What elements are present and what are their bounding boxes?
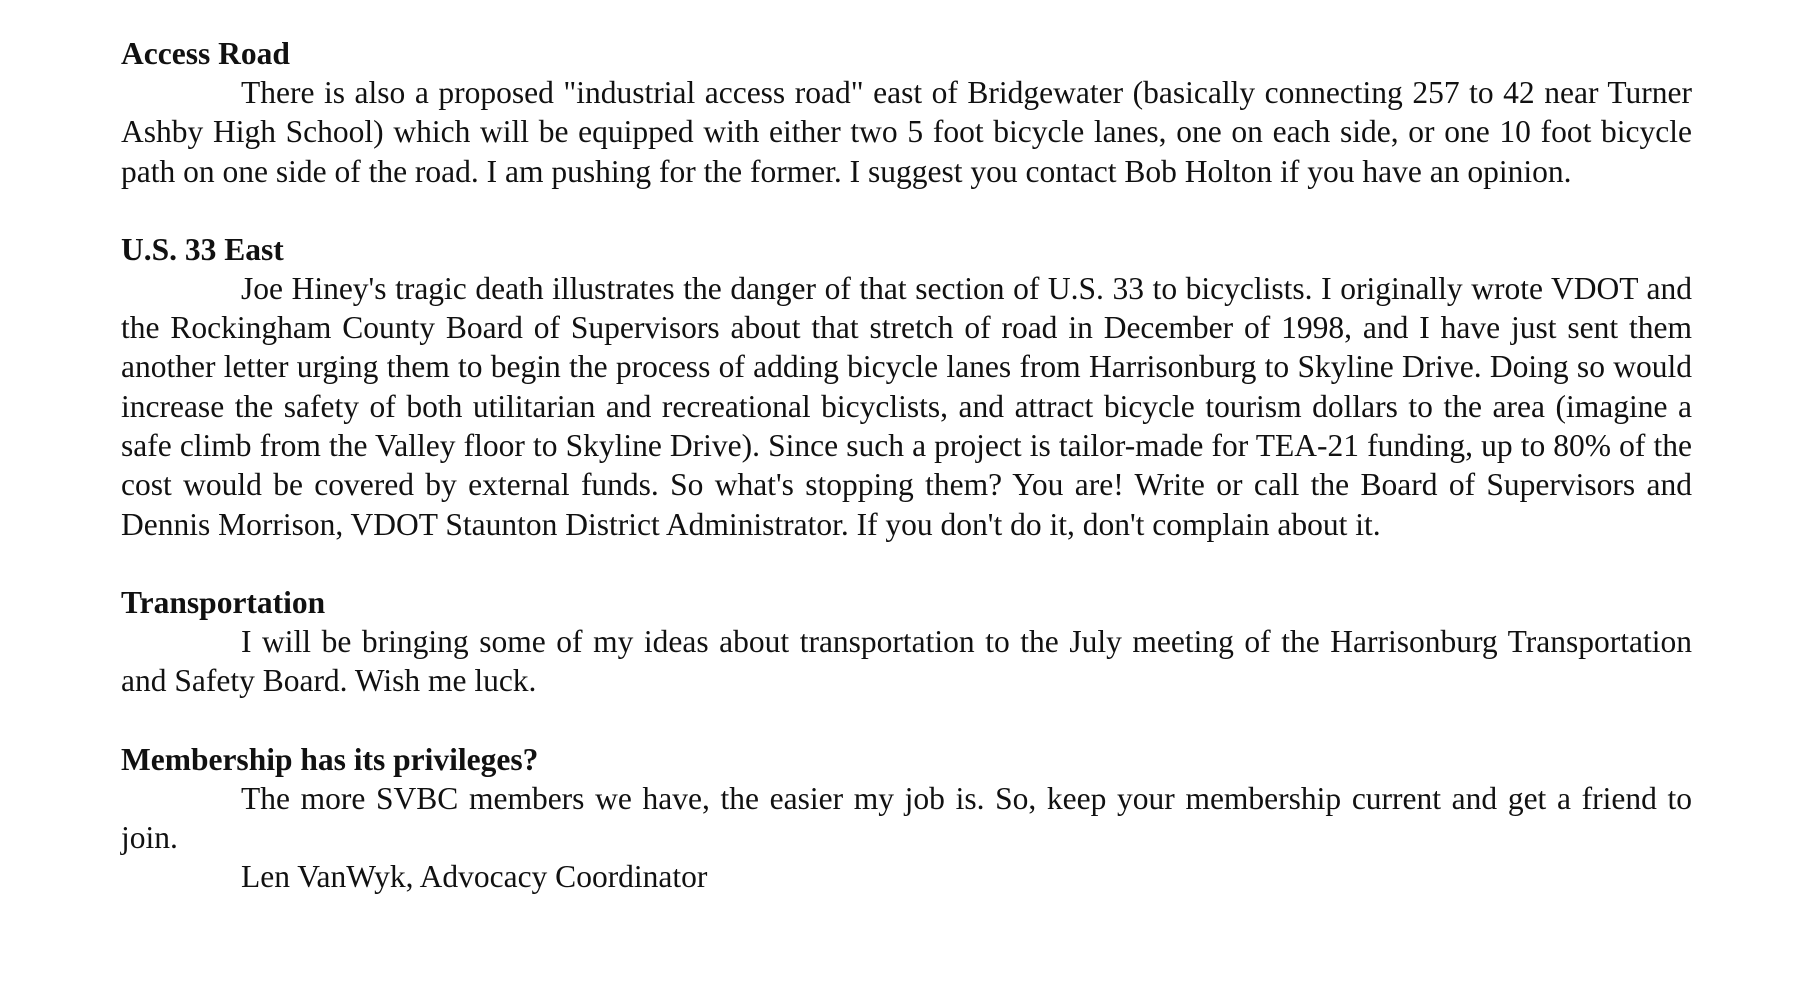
section-body: The more SVBC members we have, the easier my job is. So, keep your membership current and get a friend to join. bbox=[121, 780, 1692, 855]
section-heading: U.S. 33 East bbox=[121, 231, 284, 267]
section-access-road bbox=[121, 34, 1692, 191]
section-heading: Transportation bbox=[121, 584, 326, 620]
section-membership bbox=[121, 740, 1692, 897]
section-transportation bbox=[121, 583, 1692, 701]
document-page bbox=[121, 34, 1692, 896]
section-body: There is also a proposed "industrial access road" east of Bridgewater (basically connecting 257 to 42 near Turner Ashby High School) which will be equipped with either two 5 foot bicycle lanes, one on each side, or one 10 foot bicycle path on one side of the road. I am pushing for the former. I suggest you contact Bob Holton if you have an opinion. bbox=[121, 75, 1692, 189]
section-heading: Membership has its privileges? bbox=[121, 741, 539, 777]
section-heading: Access Road bbox=[121, 36, 290, 71]
section-us33-east bbox=[121, 230, 1692, 544]
section-body: I will be bringing some of my ideas about transportation to the July meeting of the Harrisonburg Transportation and Safety Board. Wish me luck. bbox=[121, 623, 1692, 699]
signature: Len VanWyk, Advocacy Coordinator bbox=[241, 859, 708, 895]
section-body: Joe Hiney's tragic death illustrates the danger of that section of U.S. 33 to bicyclists. I originally wrote VDOT and the Rockingham County Board of Supervisors about that stretch of road in December of 1998, and I have just sent them another letter urging them to begin the process of adding bicycle lanes from Harrisonburg to Skyline Drive. Doing so would increase the safety of both utilitarian and recreational bicyclists, and attract bicycle tourism dollars to the area (imagine a safe climb from the Valley floor to Skyline Drive). Since such a project is tailor-made for TEA-21 funding, up to 80% of the cost would be covered by external funds. So what's stopping them? You are! Write or call the Board of Supervisors and Dennis Morrison, VDOT Staunton District Administrator. If you don't do it, don't complain about it. bbox=[121, 270, 1692, 542]
